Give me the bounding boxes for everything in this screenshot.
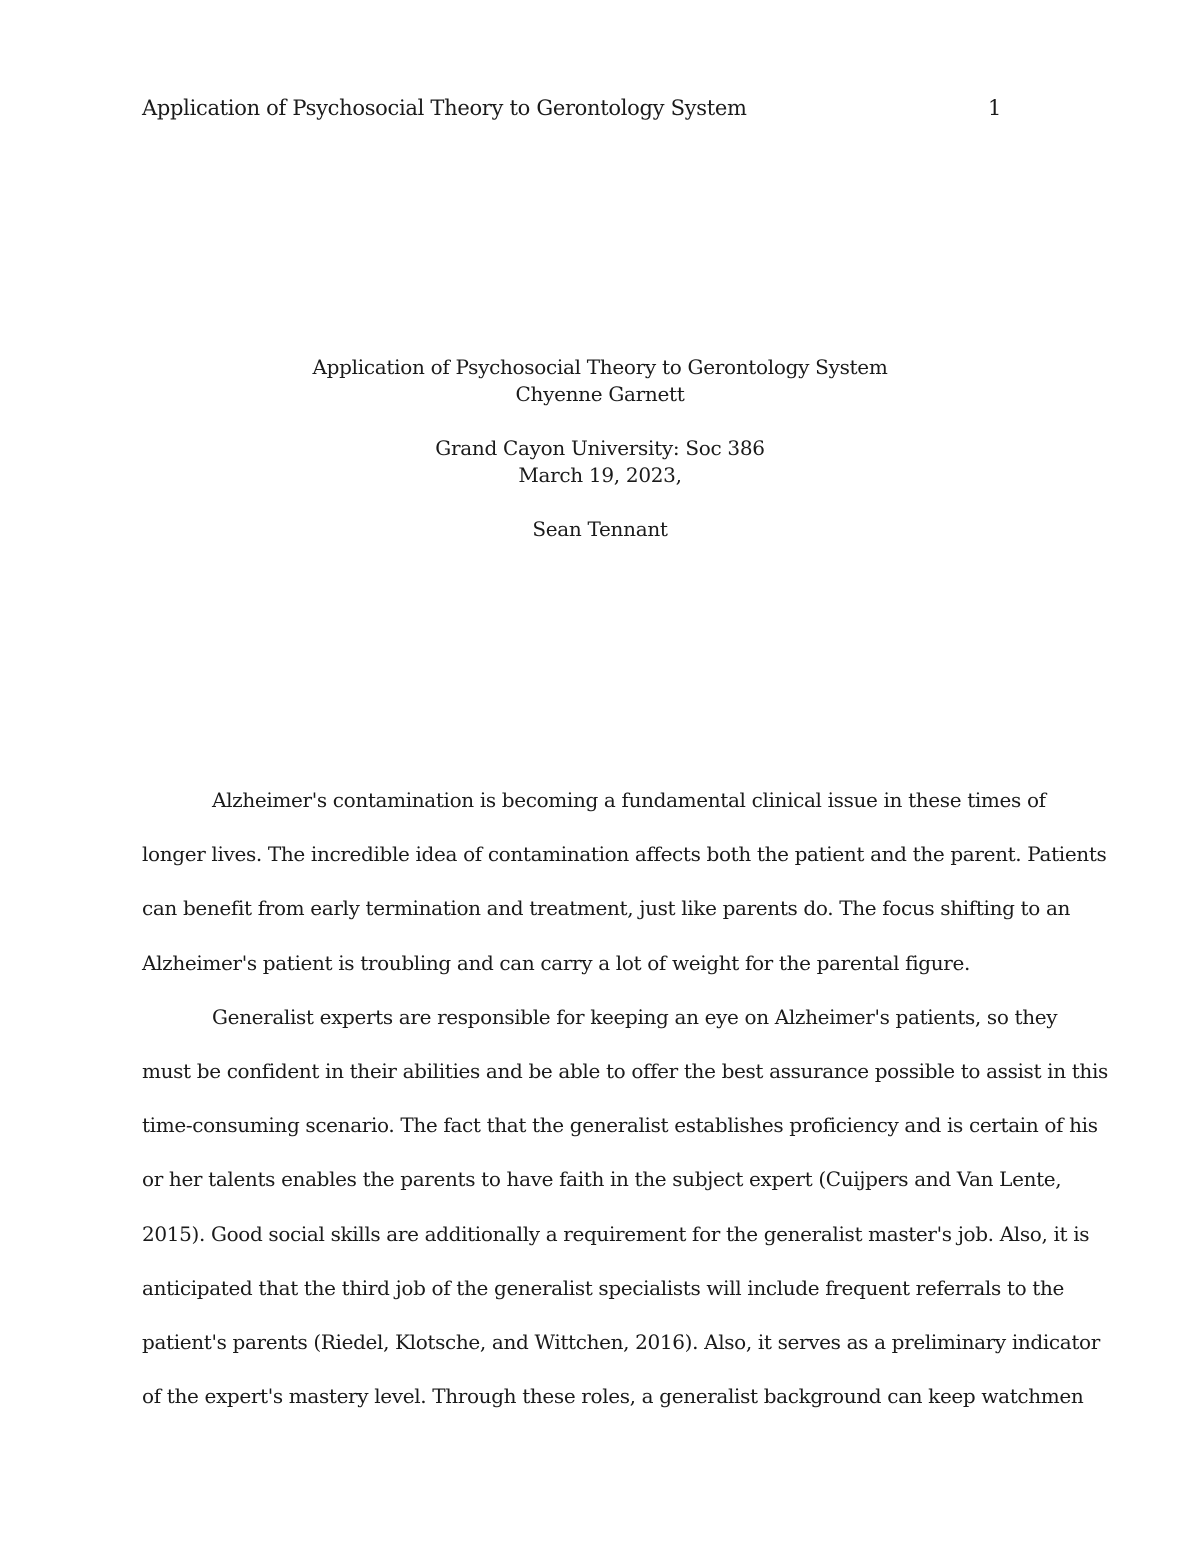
text-line: or her talents enables the parents to have faith in the subject expert (Cuijpers and Van Lente, — [142, 1167, 1062, 1192]
instructor-name: Sean Tennant — [532, 517, 668, 541]
running-head: Application of Psychosocial Theory to Gerontology System — [142, 96, 747, 120]
text-line: Generalist experts are responsible for keeping an eye on Alzheimer's patients, so they — [212, 1004, 1058, 1029]
author-name: Chyenne Garnett — [515, 382, 685, 406]
text-line: can benefit from early termination and treatment, just like parents do. The focus shifting to an — [142, 896, 1071, 921]
submission-date: March 19, 2023, — [518, 463, 682, 487]
text-line: time-consuming scenario. The fact that the generalist establishes proficiency and is certain of his — [142, 1113, 1098, 1138]
body-text — [142, 773, 1108, 1423]
institution-course: Grand Cayon University: Soc 386 — [435, 436, 765, 460]
paragraph-1 — [142, 773, 1107, 990]
text-line: 2015). Good social skills are additionally a requirement for the generalist master's job. Also, it is — [142, 1221, 1090, 1246]
text-line: patient's parents (Riedel, Klotsche, and Wittchen, 2016). Also, it serves as a preliminary indicator — [142, 1329, 1100, 1354]
text-line: anticipated that the third job of the generalist specialists will include frequent referrals to the — [142, 1275, 1064, 1300]
page-number: 1 — [988, 96, 1002, 120]
text-line: Alzheimer's contamination is becoming a fundamental clinical issue in these times of — [212, 788, 1046, 812]
text-line: of the expert's mastery level. Through these roles, a generalist background can keep watchmen — [142, 1384, 1084, 1409]
text-line: must be confident in their abilities and be able to offer the best assurance possible to assist in this — [142, 1058, 1108, 1083]
paper-title: Application of Psychosocial Theory to Gerontology System — [312, 355, 888, 379]
paragraph-2 — [142, 990, 1108, 1424]
text-line: longer lives. The incredible idea of contamination affects both the patient and the parent. Patients — [142, 842, 1107, 867]
title-block — [0, 354, 1200, 543]
text-line: Alzheimer's patient is troubling and can carry a lot of weight for the parental figure. — [142, 950, 970, 975]
